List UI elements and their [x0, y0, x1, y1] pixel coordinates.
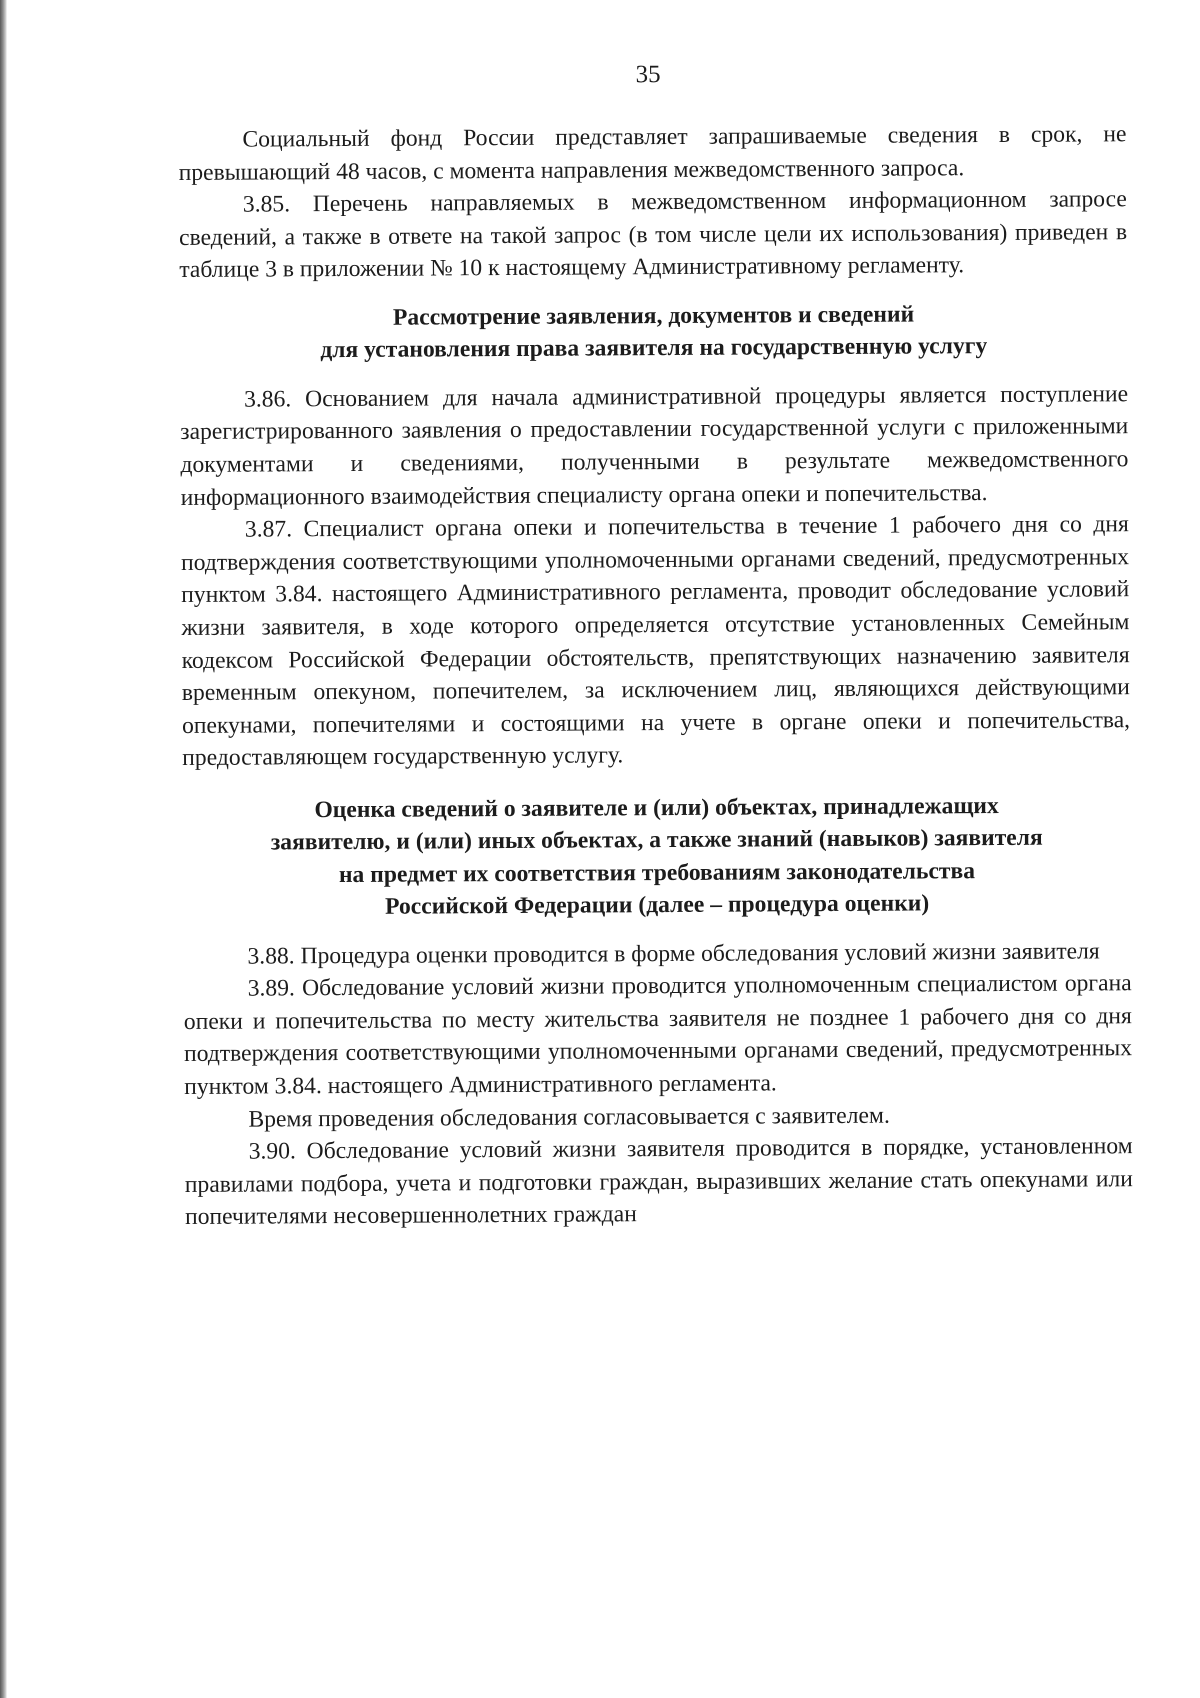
paragraph-3-89: 3.89. Обследование условий жизни проводится уполномоченным специалистом органа опеки и попечительства по месту жительства заявителя не позднее 1 рабочего дня со дня подтверждения соответствующими уполномоченными органами сведений, предусмотренных пунктом 3.84. настоящего Административного регламента. [183, 970, 1133, 1100]
section-heading-assessment [182, 789, 1131, 924]
paragraph-3-88: 3.88. Процедура оценки проводится в форме обследования условий жизни заявителя [247, 937, 1100, 970]
section-heading-assessment-line-4: Российской Федерации (далее – процедура оценки) [385, 890, 930, 920]
paragraph-3-87: 3.87. Специалист органа опеки и попечительства в течение 1 рабочего дня со дня подтверждения соответствующими уполномоченными органами сведений, предусмотренных пунктом 3.84. настоящего Административного регламента, проводит обследование условий жизни заявителя, в ходе которого определяется отсутствие установленных Семейным кодексом Российской Федерации обстоятельств, препятствующих назначению заявителя временным опекуном, попечителем, за исключением лиц, являющихся действующими опекунами, попечителями и состоящими на учете в органе опеки и попечительства, предоставляющем государственную услугу. [180, 511, 1131, 772]
section-heading-assessment-line-1: Оценка сведений о заявителе и (или) объектах, принадлежащих [314, 792, 999, 824]
section-heading-assessment-line-2: заявителю, и (или) иных объектах, а также знаний (навыков) заявителя [270, 825, 1043, 856]
page-number: 35 [635, 61, 661, 89]
section-heading-assessment-line-3: на предмет их соответствия требованиям законодательства [338, 857, 976, 888]
paragraph-sfr-response: Социальный фонд России представляет запрашиваемые сведения в срок, не превышающий 48 часов, с момента направления межведомственного запроса. [178, 121, 1127, 186]
section-heading-review [179, 297, 1127, 368]
scan-edge-shadow [0, 0, 7, 1698]
paragraph-3-86: 3.86. Основанием для начала административной процедуры является поступление зарегистрированного заявления о предоставлении государственной услуги с приложенными документами и сведениями, полученными в результате межведомственного информационного взаимодействия специалисту органа опеки и попечительства. [180, 380, 1129, 511]
document-page [178, 56, 1133, 1234]
section-heading-review-line-2: для установления права заявителя на государственную услугу [320, 333, 988, 364]
paragraph-3-90: 3.90. Обследование условий жизни заявителя проводится в порядке, установленном правилами подбора, учета и подготовки граждан, выразивших желание стать опекунами или попечителями несовершеннолетних граждан [184, 1133, 1133, 1231]
paragraph-3-85: 3.85. Перечень направляемых в межведомственном информационном запросе сведений, а также в ответе на такой запрос (в том числе цели их использования) приведен в таблице 3 в приложении № 10 к настоящему Административному регламенту. [178, 186, 1128, 284]
paragraph-inspection-time: Время проведения обследования согласовывается с заявителем. [248, 1102, 890, 1133]
section-heading-review-line-1: Рассмотрение заявления, документов и сведений [392, 301, 915, 331]
